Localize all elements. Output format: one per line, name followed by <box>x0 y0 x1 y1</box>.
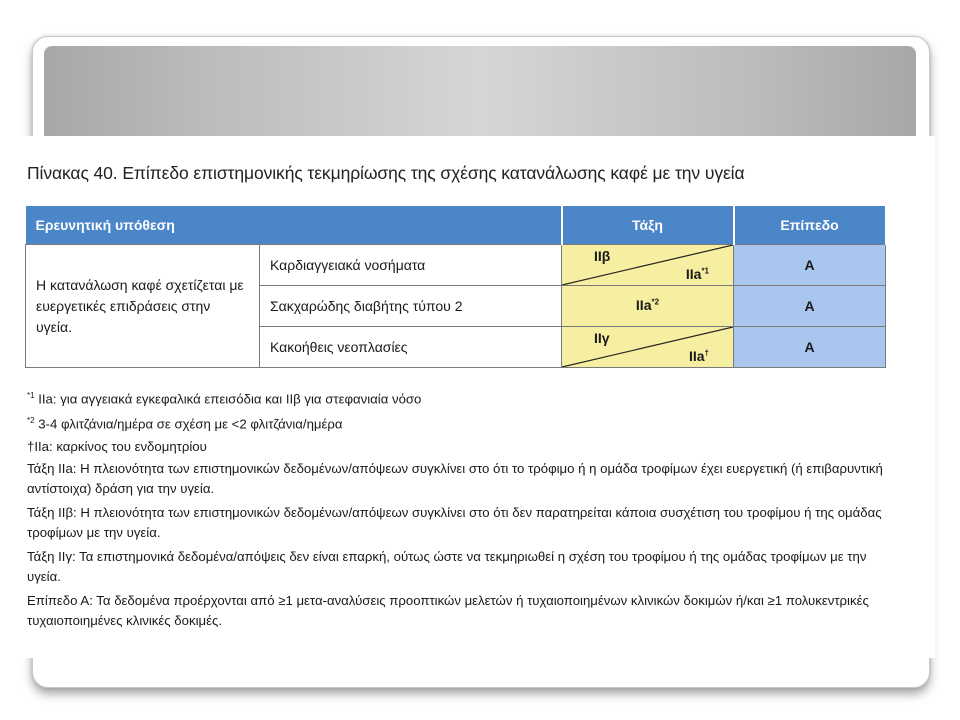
footnote-text: †IIa: καρκίνος του ενδομητρίου <box>27 438 207 454</box>
definition-text: Τάξη IIγ: Τα επιστημονικά δεδομένα/απόψεις δεν είναι επαρκή, ούτως ώστε να τεκμηριωθεί η σχέση του τροφίμου ή της ομάδας τροφίμων με την υγεία. <box>27 548 867 584</box>
footnote-mark: *2 <box>651 297 660 307</box>
class-cell <box>562 286 734 327</box>
footnote-text: IIa: για αγγειακά εγκεφαλικά επεισόδια και IIβ για στεφανιαία νόσο <box>34 391 422 407</box>
definition-note <box>27 591 887 631</box>
class-text: IIa <box>635 297 652 313</box>
definition-note <box>27 547 887 587</box>
class-cell <box>562 327 734 368</box>
slide-title-band <box>44 46 916 146</box>
footnote <box>27 411 887 434</box>
class-bottom-text: IIa <box>688 348 705 364</box>
header-level: Επίπεδο <box>734 206 886 245</box>
definition-note <box>27 503 887 543</box>
footnote-text: 3-4 φλιτζάνια/ημέρα σε σχέση με <2 φλιτζάνια/ημέρα <box>34 416 343 432</box>
outcome-cell: Κακοήθεις νεοπλασίες <box>260 327 562 368</box>
table-figure <box>13 136 935 658</box>
definition-note <box>27 459 887 499</box>
footnote-mark: *1 <box>701 266 709 276</box>
footnote-mark: *2 <box>27 416 35 426</box>
hypothesis-cell: Η κατανάλωση καφέ σχετίζεται με ευεργετικές επιδράσεις στην υγεία. <box>26 245 260 368</box>
level-cell: A <box>734 327 886 368</box>
footnote <box>27 386 887 409</box>
class-cell <box>562 245 734 286</box>
table-caption: Πίνακας 40. Επίπεδο επιστημονικής τεκμηρίωσης της σχέσης κατανάλωσης καφέ με την υγεία <box>27 163 745 183</box>
class-bottom-label <box>686 266 709 282</box>
footnote <box>27 437 887 457</box>
header-hypothesis: Ερευνητική υπόθεση <box>26 206 562 245</box>
table-row <box>26 245 886 286</box>
footnote-mark: *1 <box>27 391 35 400</box>
outcome-cell: Σακχαρώδης διαβήτης τύπου 2 <box>260 286 562 327</box>
footnotes <box>27 386 887 635</box>
definition-text: Τάξη IIβ: Η πλειονότητα των επιστημονικών δεδομένων/απόψεων συγκλίνει στο ότι δεν παρατηρείται κάποια συσχέτιση του τροφίμου ή της ομάδας τροφίμων με την υγεία. <box>27 504 882 540</box>
level-cell: A <box>734 245 886 286</box>
definition-text: Τάξη IIa: Η πλειονότητα των επιστημονικών δεδομένων/απόψεων συγκλίνει στο ότι το τρόφιμο ή η ομάδα τροφίμων έχει ευεργετική (ή επιβαρυντική αντίστοιχα) δράση για την υγεία. <box>27 460 883 496</box>
table-header-row <box>26 206 886 245</box>
definition-text: Επίπεδο Α: Τα δεδομένα προέρχονται από ≥1 μετα-αναλύσεις προοπτικών μελετών ή τυχαιοποιημένων κλινικών δοκιμών ή/και ≥1 πολυκεντρικές τυχαιοποιημένες κλινικές δοκιμές. <box>27 592 869 628</box>
class-bottom-label <box>689 348 709 364</box>
evidence-table <box>25 206 887 368</box>
class-bottom-text: IIa <box>685 266 702 282</box>
level-cell: A <box>734 286 886 327</box>
class-label <box>562 297 733 313</box>
footnote-mark: † <box>704 348 709 358</box>
class-top-label: IIγ <box>594 330 610 346</box>
outcome-cell: Καρδιαγγειακά νοσήματα <box>260 245 562 286</box>
header-class: Τάξη <box>562 206 734 245</box>
class-top-label: IIβ <box>594 248 611 264</box>
